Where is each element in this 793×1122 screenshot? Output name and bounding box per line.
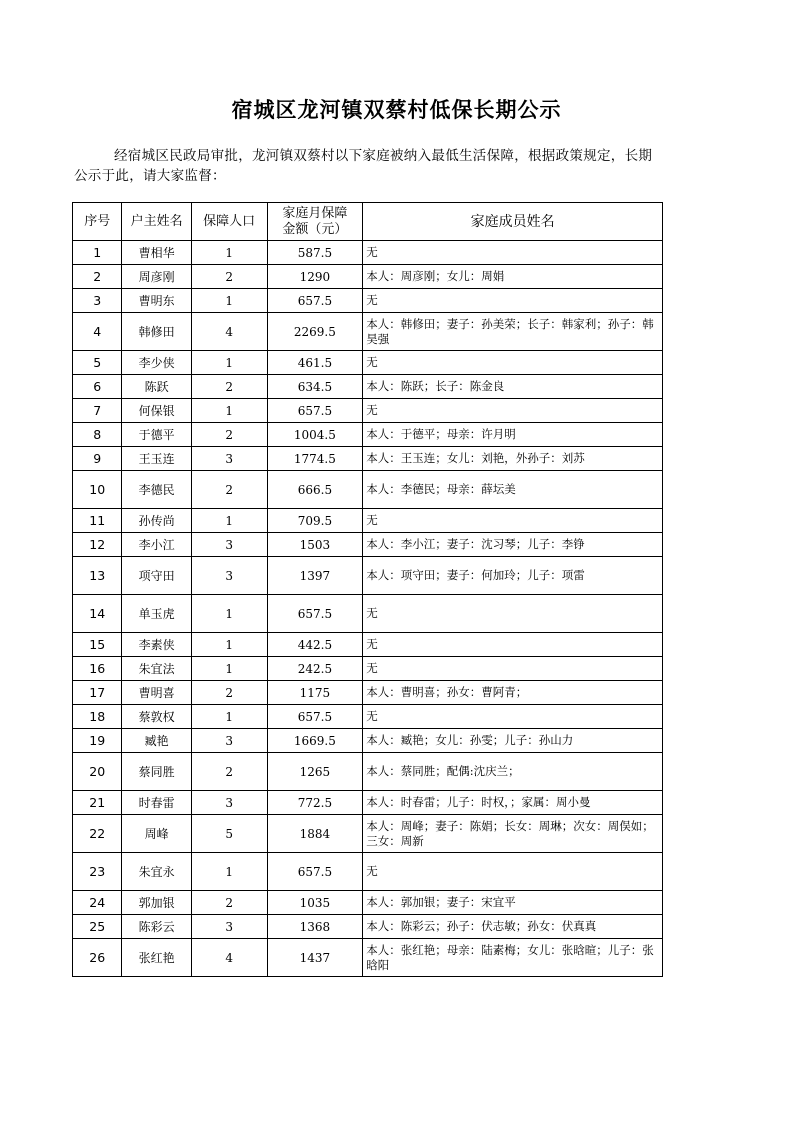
cell-count: 1 [191, 657, 267, 681]
cell-no: 3 [73, 289, 122, 313]
header-no: 序号 [73, 203, 122, 241]
cell-head-name: 李小江 [122, 533, 191, 557]
cell-no: 13 [73, 557, 122, 595]
cell-amount: 1884 [267, 815, 363, 853]
cell-members: 本人：项守田；妻子：何加玲；儿子：项雷 [363, 557, 663, 595]
table-row [73, 375, 663, 399]
cell-count: 1 [191, 705, 267, 729]
cell-head-name: 李少侠 [122, 351, 191, 375]
cell-count: 2 [191, 375, 267, 399]
cell-no: 8 [73, 423, 122, 447]
cell-head-name: 单玉虎 [122, 595, 191, 633]
cell-no: 22 [73, 815, 122, 853]
cell-members: 无 [363, 241, 663, 265]
cell-head-name: 蔡同胜 [122, 753, 191, 791]
cell-members: 本人：李小江；妻子：沈习琴；儿子：李铮 [363, 533, 663, 557]
cell-count: 2 [191, 891, 267, 915]
cell-members: 无 [363, 289, 663, 313]
cell-head-name: 时春雷 [122, 791, 191, 815]
cell-count: 1 [191, 853, 267, 891]
cell-count: 3 [191, 791, 267, 815]
cell-amount: 1397 [267, 557, 363, 595]
cell-head-name: 朱宜永 [122, 853, 191, 891]
cell-head-name: 臧艳 [122, 729, 191, 753]
cell-head-name: 陈彩云 [122, 915, 191, 939]
cell-amount: 634.5 [267, 375, 363, 399]
cell-members: 无 [363, 853, 663, 891]
cell-members: 本人：周峰；妻子：陈娟；长女：周琳；次女：周俣如；三女：周新 [363, 815, 663, 853]
cell-no: 14 [73, 595, 122, 633]
table-row [73, 471, 663, 509]
cell-count: 2 [191, 681, 267, 705]
cell-members: 本人：陈彩云；孙子：伏志敏；孙女：伏真真 [363, 915, 663, 939]
cell-no: 9 [73, 447, 122, 471]
cell-head-name: 孙传尚 [122, 509, 191, 533]
cell-no: 6 [73, 375, 122, 399]
cell-head-name: 曹相华 [122, 241, 191, 265]
table-row [73, 681, 663, 705]
table-body [73, 241, 663, 977]
cell-head-name: 王玉连 [122, 447, 191, 471]
table-row [73, 791, 663, 815]
cell-count: 4 [191, 939, 267, 977]
cell-amount: 709.5 [267, 509, 363, 533]
cell-members: 本人：臧艳；女儿：孙雯；儿子：孙山力 [363, 729, 663, 753]
table-row [73, 657, 663, 681]
cell-count: 3 [191, 533, 267, 557]
cell-members: 无 [363, 595, 663, 633]
cell-no: 5 [73, 351, 122, 375]
table-row [73, 533, 663, 557]
cell-no: 7 [73, 399, 122, 423]
cell-no: 4 [73, 313, 122, 351]
cell-no: 25 [73, 915, 122, 939]
cell-members: 本人：蔡同胜；配偶:沈庆兰； [363, 753, 663, 791]
cell-no: 23 [73, 853, 122, 891]
table-row [73, 891, 663, 915]
cell-head-name: 李素侠 [122, 633, 191, 657]
cell-amount: 1669.5 [267, 729, 363, 753]
cell-count: 3 [191, 557, 267, 595]
cell-count: 1 [191, 595, 267, 633]
cell-amount: 657.5 [267, 853, 363, 891]
cell-members: 无 [363, 705, 663, 729]
subsidy-table [72, 202, 663, 977]
table-row [73, 853, 663, 891]
cell-amount: 657.5 [267, 705, 363, 729]
cell-count: 3 [191, 915, 267, 939]
cell-count: 1 [191, 289, 267, 313]
cell-no: 17 [73, 681, 122, 705]
table-row [73, 509, 663, 533]
cell-head-name: 项守田 [122, 557, 191, 595]
cell-count: 1 [191, 633, 267, 657]
cell-no: 26 [73, 939, 122, 977]
cell-amount: 1503 [267, 533, 363, 557]
cell-head-name: 蔡敦权 [122, 705, 191, 729]
cell-members: 本人：韩修田；妻子：孙美荣；长子：韩家利；孙子：韩昊强 [363, 313, 663, 351]
table-row [73, 447, 663, 471]
cell-head-name: 朱宜法 [122, 657, 191, 681]
cell-amount: 587.5 [267, 241, 363, 265]
cell-head-name: 于德平 [122, 423, 191, 447]
cell-head-name: 张红艳 [122, 939, 191, 977]
cell-no: 15 [73, 633, 122, 657]
table-row [73, 399, 663, 423]
cell-members: 本人：于德平；母亲：许月明 [363, 423, 663, 447]
table-header-row [73, 203, 663, 241]
cell-members: 本人：王玉连；女儿：刘艳，外孙子：刘苏 [363, 447, 663, 471]
header-count: 保障人口 [191, 203, 267, 241]
cell-amount: 657.5 [267, 399, 363, 423]
cell-amount: 1035 [267, 891, 363, 915]
cell-count: 1 [191, 241, 267, 265]
cell-members: 本人：时春雷；儿子：时权，；家属：周小曼 [363, 791, 663, 815]
cell-amount: 1004.5 [267, 423, 363, 447]
cell-amount: 242.5 [267, 657, 363, 681]
table-row [73, 557, 663, 595]
cell-no: 10 [73, 471, 122, 509]
header-amount-line2: 金额（元） [282, 221, 348, 237]
header-amount [267, 203, 363, 241]
table-row [73, 633, 663, 657]
header-head-name: 户主姓名 [122, 203, 191, 241]
table-row [73, 939, 663, 977]
cell-head-name: 周峰 [122, 815, 191, 853]
cell-count: 2 [191, 423, 267, 447]
header-amount-line1: 家庭月保障 [282, 205, 348, 221]
cell-no: 1 [73, 241, 122, 265]
cell-members: 无 [363, 657, 663, 681]
table-row [73, 915, 663, 939]
table-row [73, 815, 663, 853]
cell-members: 无 [363, 509, 663, 533]
cell-count: 1 [191, 509, 267, 533]
cell-head-name: 曹明东 [122, 289, 191, 313]
cell-members: 无 [363, 351, 663, 375]
page-title: 宿城区龙河镇双蔡村低保长期公示 [231, 97, 562, 122]
cell-no: 24 [73, 891, 122, 915]
cell-count: 1 [191, 399, 267, 423]
cell-amount: 772.5 [267, 791, 363, 815]
cell-members: 本人：陈跃；长子：陈金良 [363, 375, 663, 399]
header-members: 家庭成员姓名 [363, 203, 663, 241]
table-row [73, 265, 663, 289]
cell-head-name: 曹明喜 [122, 681, 191, 705]
cell-count: 2 [191, 471, 267, 509]
cell-amount: 1290 [267, 265, 363, 289]
cell-amount: 1774.5 [267, 447, 363, 471]
cell-no: 19 [73, 729, 122, 753]
cell-amount: 666.5 [267, 471, 363, 509]
cell-count: 1 [191, 351, 267, 375]
cell-no: 21 [73, 791, 122, 815]
cell-members: 本人：曹明喜；孙女：曹阿青； [363, 681, 663, 705]
table-row [73, 241, 663, 265]
table-row [73, 351, 663, 375]
cell-amount: 1368 [267, 915, 363, 939]
cell-members: 本人：李德民；母亲：薛坛美 [363, 471, 663, 509]
cell-members: 本人：张红艳；母亲：陆素梅；女儿：张晗暄；儿子：张晗阳 [363, 939, 663, 977]
intro-text: 经宿城区民政局审批，龙河镇双蔡村以下家庭被纳入最低生活保障，根据政策规定，长期公示于此，请大家监督： [74, 148, 653, 184]
cell-head-name: 周彦刚 [122, 265, 191, 289]
cell-amount: 1175 [267, 681, 363, 705]
cell-head-name: 何保银 [122, 399, 191, 423]
cell-count: 3 [191, 447, 267, 471]
cell-no: 16 [73, 657, 122, 681]
intro-paragraph [74, 146, 664, 186]
cell-amount: 1437 [267, 939, 363, 977]
cell-no: 18 [73, 705, 122, 729]
cell-head-name: 李德民 [122, 471, 191, 509]
cell-count: 2 [191, 265, 267, 289]
cell-amount: 1265 [267, 753, 363, 791]
cell-members: 本人：郭加银；妻子：宋宜平 [363, 891, 663, 915]
cell-no: 12 [73, 533, 122, 557]
cell-head-name: 陈跃 [122, 375, 191, 399]
cell-amount: 657.5 [267, 595, 363, 633]
table-row [73, 705, 663, 729]
cell-count: 5 [191, 815, 267, 853]
cell-no: 20 [73, 753, 122, 791]
cell-no: 2 [73, 265, 122, 289]
table-row [73, 753, 663, 791]
cell-members: 无 [363, 633, 663, 657]
cell-members: 本人：周彦刚；女儿：周娟 [363, 265, 663, 289]
cell-count: 3 [191, 729, 267, 753]
table-row [73, 423, 663, 447]
cell-amount: 657.5 [267, 289, 363, 313]
cell-count: 4 [191, 313, 267, 351]
cell-amount: 2269.5 [267, 313, 363, 351]
table-row [73, 595, 663, 633]
table-row [73, 313, 663, 351]
cell-amount: 442.5 [267, 633, 363, 657]
cell-no: 11 [73, 509, 122, 533]
cell-head-name: 韩修田 [122, 313, 191, 351]
cell-count: 2 [191, 753, 267, 791]
table-row [73, 729, 663, 753]
cell-amount: 461.5 [267, 351, 363, 375]
cell-members: 无 [363, 399, 663, 423]
table-row [73, 289, 663, 313]
cell-head-name: 郭加银 [122, 891, 191, 915]
